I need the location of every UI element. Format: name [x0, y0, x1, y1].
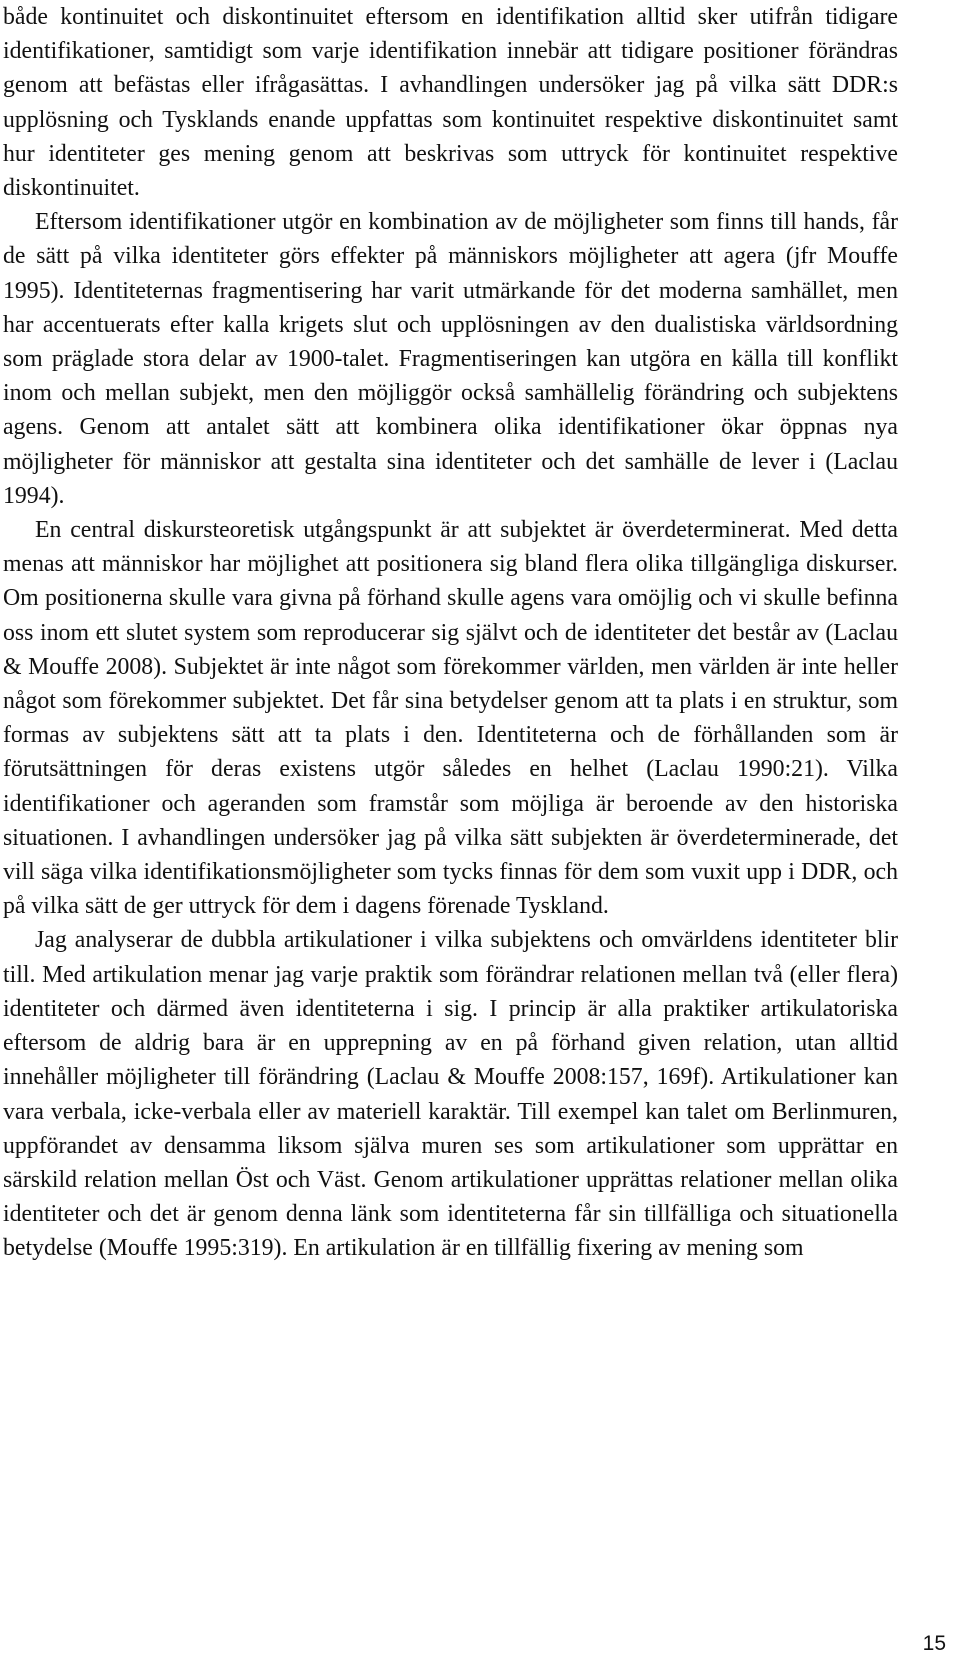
paragraph-1: både kontinuitet och diskontinuitet eftersom en identifikation alltid sker utifrån tidigare identifikationer, samtidigt som varje identifikation innebär att tidigare positioner förändras genom att befästas eller ifrågasättas. I avhandlingen undersöker jag på vilka sätt DDR:s upplösning och Tysklands enande uppfattas som kontinuitet respektive diskontinuitet samt hur identiteter ges mening genom att beskrivas som uttryck för kontinuitet respektive diskontinuitet. — [3, 4, 898, 202]
body-text — [3, 0, 898, 1266]
paragraph-2: Eftersom identifikationer utgör en kombination av de möjligheter som finns till hands, får de sätt på vilka identiteter görs effekter på människors möjligheter att agera (jfr Mouffe 1995). Identiteternas fragmentisering har varit utmärkande för det moderna samhället, men har accentuerats efter kalla krigets slut och upplösningen av den dualistiska världsordning som präglade stora delar av 1900-talet. Fragmentiseringen kan utgöra en källa till konflikt inom och mellan subjekt, men den möjliggör också samhällelig förändring och subjektens agens. Genom att antalet sätt att kombinera olika identifikationer ökar öppnas nya möjligheter för människor att gestalta sina identiteter och det samhälle de lever i (Laclau 1994). — [3, 209, 898, 509]
paragraph-3: En central diskursteoretisk utgångspunkt är att subjektet är överdeterminerat. Med detta menas att människor har möjlighet att positionera sig bland flera olika tillgängliga diskurser. Om positionerna skulle vara givna på förhand skulle agens vara omöjlig och vi skulle befinna oss inom ett slutet system som reproducerar sig självt och de identiteter det består av (Laclau & Mouffe 2008). Subjektet är inte något som förekommer världen, men världen är inte heller något som förekommer subjektet. Det får sina betydelser genom att ta plats i en struktur, som formas av subjektens sätt att ta plats i den. Identiteterna och de förhållanden som är förutsättningen för deras existens utgör således en helhet (Laclau 1990:21). Vilka identifikationer och ageranden som framstår som möjliga är beroende av den historiska situationen. I avhandlingen undersöker jag på vilka sätt subjekten är överdeterminerade, det vill säga vilka identifikationsmöjligheter som tycks finnas för dem som vuxit upp i DDR, och på vilka sätt de ger uttryck för dem i dagens förenade Tyskland. — [3, 517, 898, 920]
page-number: 15 — [922, 1632, 946, 1655]
paragraph-4: Jag analyserar de dubbla artikulationer i vilka subjektens och omvärldens identiteter blir till. Med artikulation menar jag varje praktik som förändrar relationen mellan två (eller flera) identiteter och därmed även identiteterna i sig. I princip är alla praktiker artikulatoriska eftersom de aldrig bara är en upprepning av en på förhand given relation, utan alltid innehåller möjligheter till förändring (Laclau & Mouffe 2008:157, 169f). Artikulationer kan vara verbala, icke-verbala eller av materiell karaktär. Till exempel kan talet om Berlinmuren, uppförandet av densamma liksom själva muren ses som artikulationer som upprättar en särskild relation mellan Öst och Väst. Genom artikulationer upprättas relationer mellan olika identiteter och det är genom denna länk som identiteterna får sin tillfälliga och situationella betydelse (Mouffe 1995:319). En artikulation är en tillfällig fixering av mening som — [3, 927, 898, 1262]
